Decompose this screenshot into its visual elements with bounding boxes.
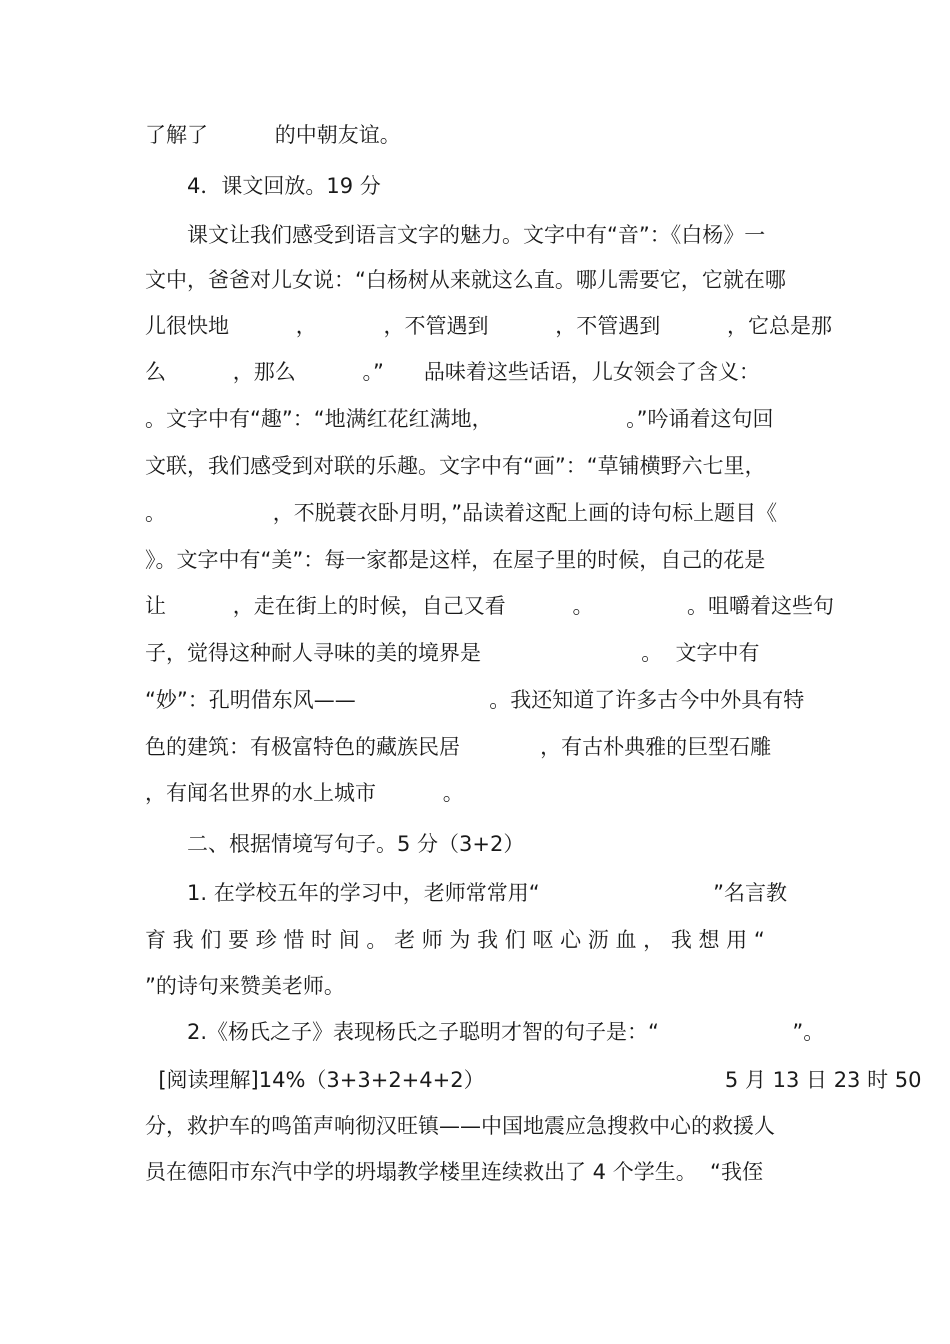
text-line: 子，觉得这种耐人寻味的美的境界是 。 文字中有 <box>145 641 760 665</box>
text-line: 分，救护车的鸣笛声响彻汉旺镇——中国地震应急搜救中心的救援人 <box>145 1114 775 1138</box>
text-line: “妙”：孔明借东风—— 。我还知道了许多古今中外具有特 <box>145 688 805 712</box>
reading-section-heading: [阅读理解]14%（3+3+2+4+2） 5 月 13 日 23 时 50 <box>145 1068 922 1092</box>
text-line: 儿很快地 ， ，不管遇到 ，不管遇到 ，它总是那 <box>145 314 833 338</box>
text-line: 》。文字中有“美”：每一家都是这样，在屋子里的时候，自己的花是 <box>145 548 766 572</box>
section-heading: 二、根据情境写句子。5 分（3+2） <box>145 832 525 856</box>
text-line: 文联，我们感受到对联的乐趣。文字中有“画”：“草铺横野六七里， <box>145 454 766 478</box>
text-line: 1. 在学校五年的学习中，老师常常用“ ”名言教 <box>145 881 788 905</box>
text-line: ”的诗句来赞美老师。 <box>145 974 345 998</box>
text-line: 色的建筑：有极富特色的藏族民居 ，有古朴典雅的巨型石雕 <box>145 735 772 759</box>
text-line: 2.《杨氏之子》表现杨氏之子聪明才智的句子是：“ ”。 <box>145 1020 825 1044</box>
text-line: 了解了 的中朝友谊。 <box>145 123 401 147</box>
text-line: 课文让我们感受到语言文字的魅力。文字中有“音”：《白杨》一 <box>145 223 766 247</box>
text-line: 文中，爸爸对儿女说：“白杨树从来就这么直。哪儿需要它，它就在哪 <box>145 268 786 292</box>
text-line: 育 我 们 要 珍 惜 时 间 。 老 师 为 我 们 呕 心 沥 血 ， 我 想 用 “ <box>145 928 765 952</box>
text-line: 么 ，那么 。” 品味着这些话语，儿女领会了含义： <box>145 360 760 384</box>
text-line: 让 ，走在街上的时候，自己又看 。 。咀嚼着这些句 <box>145 594 834 618</box>
text-line: ，有闻名世界的水上城市 。 <box>145 781 464 805</box>
text-line: 4．课文回放。19 分 <box>145 174 381 198</box>
text-line: 。 ，不脱蓑衣卧月明，”品读着这配上画的诗句标上题目《 <box>145 501 778 525</box>
text-line: 员在德阳市东汽中学的坍塌教学楼里连续救出了 4 个学生。 “我侄 <box>145 1160 763 1184</box>
text-line: 。文字中有“趣”：“地满红花红满地， 。”吟诵着这句回 <box>145 407 774 431</box>
